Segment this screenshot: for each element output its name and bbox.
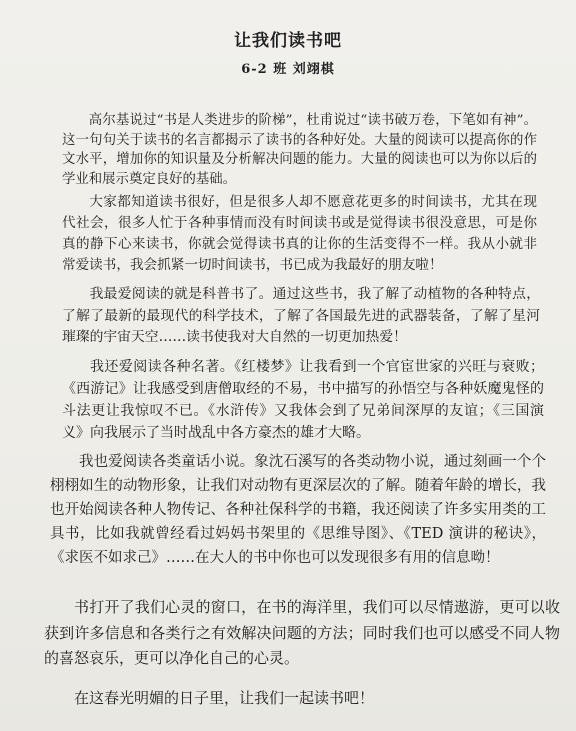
paragraph-7: 在这春光明媚的日子里，让我们一起读书吧！	[74, 689, 375, 707]
paragraph-6: 书打开了我们心灵的窗口，在书的海洋里，我们可以尽情遨游，更可以收获到许多信息和各类行之有效解决问题的方法；同时我们也可以感受不同人物的喜怒哀乐，更可以净化自己的心灵。	[44, 598, 560, 667]
document-title: 让我们读书吧	[234, 31, 342, 51]
paragraph-1: 高尔基说过“书是人类进步的阶梯”，杜甫说过“读书破万卷，下笔如有神”。这一句句关于读书的名言都揭示了读书的各种好处。大量的阅读可以提高你的作文水平，增加你的知识量及分析解决问题的能力。大量的阅读也可以为你以后的学业和展示奠定良好的基础。	[62, 113, 537, 187]
paragraph-3: 我最爱阅读的就是科普书了。通过这些书，我了解了动植物的各种特点，了解了最新的最现代的科学技术，了解了各国最先进的武器装备，了解了星河璀璨的宇宙天空……读书使我对大自然的一切更加热爱！	[62, 286, 540, 345]
author-line: 6-2 班 刘翊棋	[241, 62, 335, 77]
paragraph-5: 我也爱阅读各类童话小说。象沈石溪写的各类动物小说，通过刻画一个个栩栩如生的动物形象，让我们对动物有更深层次的了解。随着年龄的增长，我也开始阅读各种人物传记、各种社保科学的书籍，我还阅读了许多实用类的工具书，比如我就曾经看过妈妈书架里的《思维导图》、《TED 演讲的秘诀》，《求医不如求己》……在大人的书中你也可以发现很多有用的信息呦！	[50, 454, 546, 566]
paragraph-4: 我还爱阅读各种名著。《红楼梦》让我看到一个官宦世家的兴旺与衰败；《西游记》让我感受到唐僧取经的不易，书中描写的孙悟空与各种妖魔鬼怪的斗法更让我惊叹不已。《水浒传》又我体会到了兄弟间深厚的友谊；《三国演义》向我展示了当时战乱中各方豪杰的雄才大略。	[62, 359, 544, 441]
paragraph-2: 大家都知道读书很好，但是很多人却不愿意花更多的时间读书，尤其在现代社会，很多人忙于各种事情而没有时间读书或是觉得读书很没意思，可是你真的静下心来读书，你就会觉得读书真的让你的生活变得不一样。我从小就非常爱读书，我会抓紧一切时间读书，书已成为我最好的朋友啦！	[62, 194, 537, 273]
